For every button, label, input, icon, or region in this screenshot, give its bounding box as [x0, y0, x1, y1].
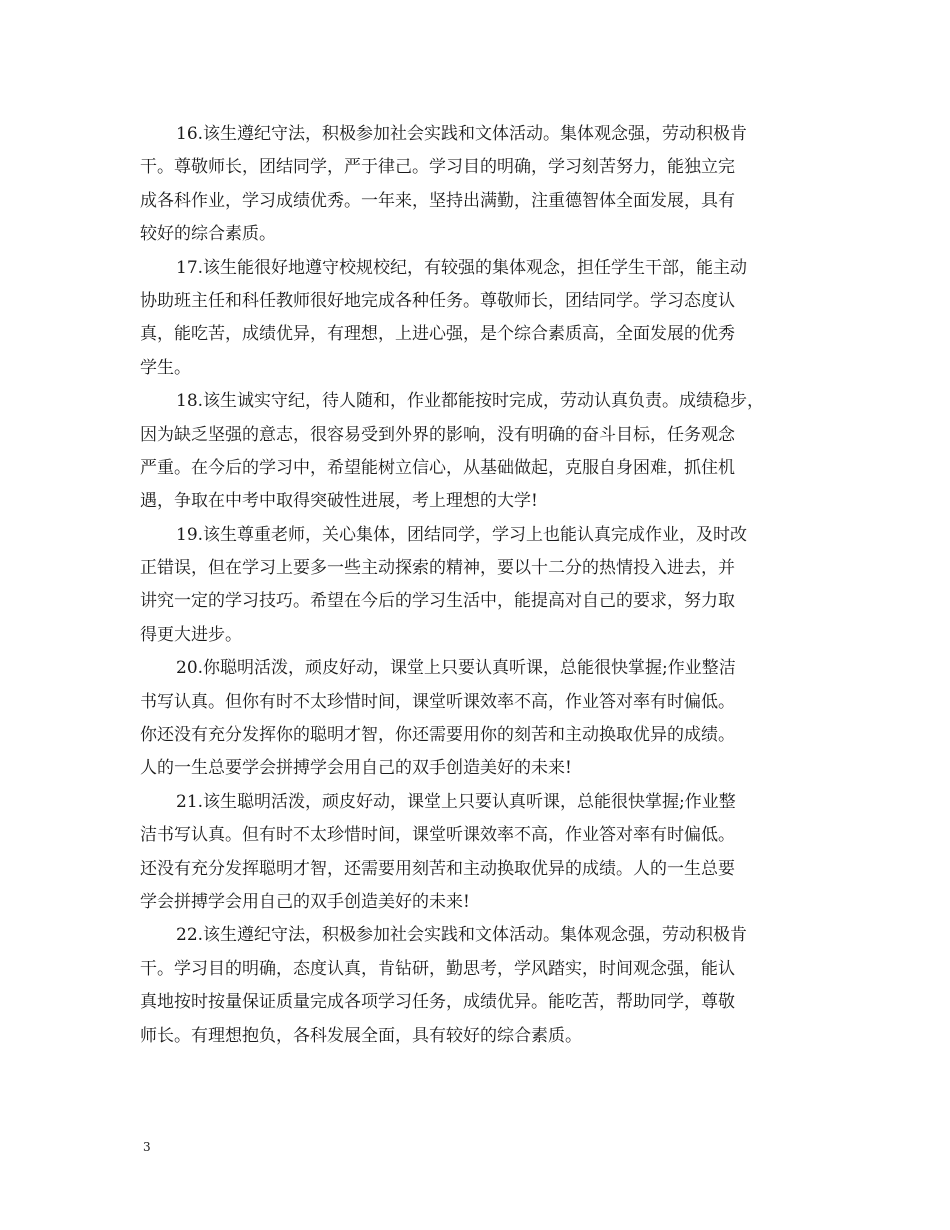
paragraph-line: 学生。	[140, 357, 191, 378]
paragraph-line: 22.该生遵纪守法，积极参加社会实践和文体活动。集体观念强，劳动积极肯	[176, 925, 748, 946]
paragraph-line: 遇，争取在中考中取得突破性进展，考上理想的大学!	[140, 491, 538, 512]
paragraph-21	[140, 786, 812, 920]
paragraph-line: 协助班主任和科任教师很好地完成各种任务。尊敬师长，团结同学。学习态度认	[140, 290, 735, 311]
paragraph-line: 学会拼搏学会用自己的双手创造美好的未来!	[140, 891, 470, 912]
document-body	[140, 118, 812, 1053]
paragraph-line: 20.你聪明活泼，顽皮好动，课堂上只要认真听课，总能很快掌握;作业整洁	[176, 658, 736, 679]
paragraph-line: 成各科作业，学习成绩优秀。一年来，坚持出满勤，注重德智体全面发展，具有	[140, 190, 735, 211]
paragraph-line: 你还没有充分发挥你的聪明才智，你还需要用你的刻苦和主动换取优异的成绩。	[140, 725, 735, 746]
paragraph-19	[140, 519, 812, 653]
paragraph-18	[140, 385, 812, 519]
paragraph-line: 17.该生能很好地遵守校规校纪，有较强的集体观念，担任学生干部，能主动	[176, 257, 748, 278]
paragraph-line: 严重。在今后的学习中，希望能树立信心，从基础做起，克服自身困难，抓住机	[140, 457, 735, 478]
paragraph-line: 洁书写认真。但有时不太珍惜时间，课堂听课效率不高，作业答对率有时偏低。	[140, 825, 735, 846]
paragraph-line: 还没有充分发挥聪明才智，还需要用刻苦和主动换取优异的成绩。人的一生总要	[140, 858, 735, 879]
paragraph-line: 得更大进步。	[140, 624, 242, 645]
paragraph-line: 19.该生尊重老师，关心集体，团结同学，学习上也能认真完成作业，及时改	[176, 524, 748, 545]
paragraph-line: 21.该生聪明活泼，顽皮好动，课堂上只要认真听课，总能很快掌握;作业整	[176, 791, 736, 812]
paragraph-line: 16.该生遵纪守法，积极参加社会实践和文体活动。集体观念强，劳动积极肯	[176, 124, 748, 144]
paragraph-line: 因为缺乏坚强的意志，很容易受到外界的影响，没有明确的奋斗目标，任务观念	[140, 424, 735, 445]
paragraph-line: 讲究一定的学习技巧。希望在今后的学习生活中，能提高对自己的要求，努力取	[140, 591, 735, 612]
paragraph-line: 真地按时按量保证质量完成各项学习任务，成绩优异。能吃苦，帮助同学，尊敬	[140, 992, 735, 1013]
paragraph-line: 师长。有理想抱负，各科发展全面，具有较好的综合素质。	[140, 1025, 582, 1046]
paragraph-20	[140, 652, 812, 786]
page-number: 3	[143, 1140, 151, 1154]
paragraph-line: 人的一生总要学会拼搏学会用自己的双手创造美好的未来!	[140, 758, 572, 779]
paragraph-22	[140, 919, 812, 1053]
paragraph-17	[140, 252, 812, 386]
paragraph-line: 干。学习目的明确，态度认真，肯钻研，勤思考，学风踏实，时间观念强，能认	[140, 958, 735, 979]
paragraph-line: 真，能吃苦，成绩优异，有理想，上进心强，是个综合素质高，全面发展的优秀	[140, 324, 735, 345]
paragraph-16	[140, 118, 812, 252]
paragraph-line: 正错误，但在学习上要多一些主动探索的精神，要以十二分的热情投入进去，并	[140, 558, 735, 579]
paragraph-line: 18.该生诚实守纪，待人随和，作业都能按时完成，劳动认真负责。成绩稳步，	[176, 391, 765, 412]
paragraph-line: 干。尊敬师长，团结同学，严于律己。学习目的明确，学习刻苦努力，能独立完	[140, 157, 735, 178]
paragraph-line: 较好的综合素质。	[140, 224, 276, 245]
paragraph-line: 书写认真。但你有时不太珍惜时间，课堂听课效率不高，作业答对率有时偏低。	[140, 691, 735, 712]
